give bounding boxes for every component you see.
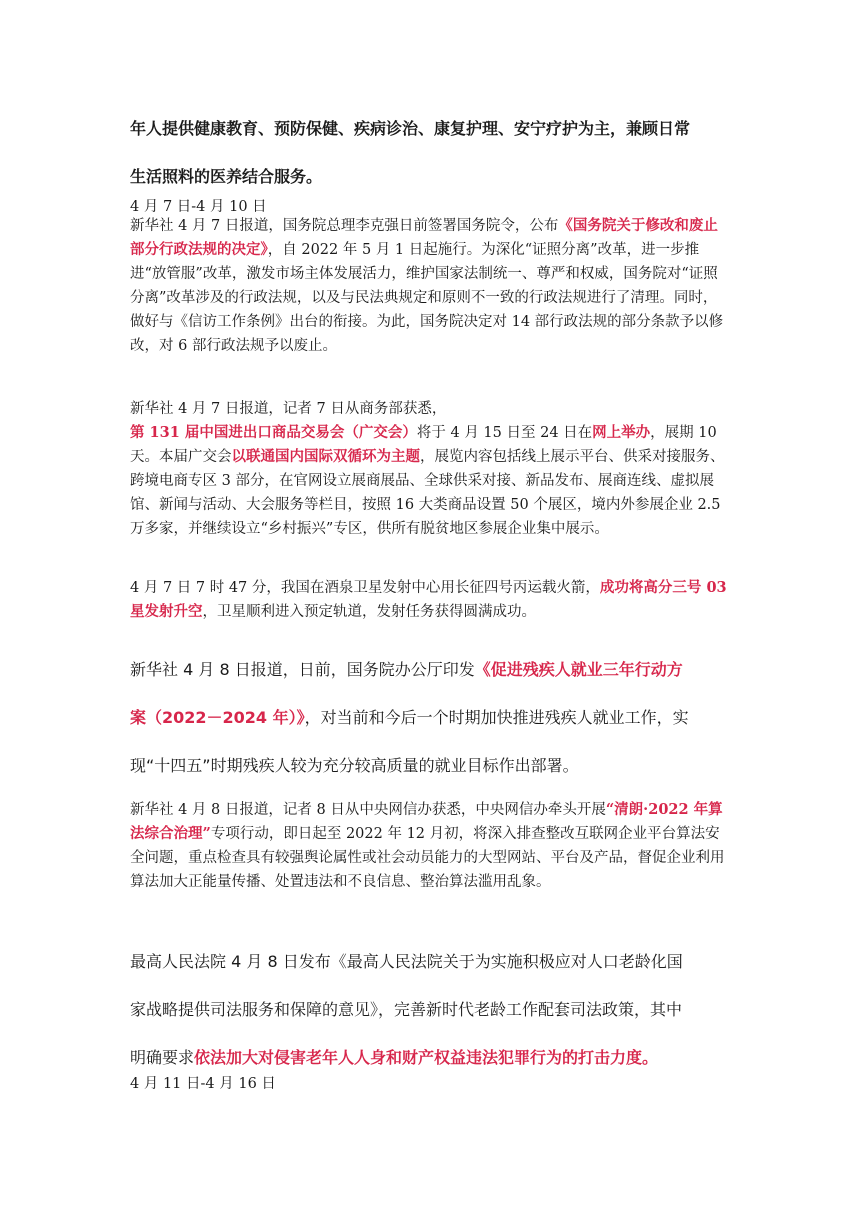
text: 4 月 7 日 7 时 47 分，我国在酒泉卫星发射中心用长征四号丙运载火箭， [130, 580, 600, 596]
highlight: 《促进残疾人就业三年行动方 [474, 660, 683, 679]
paragraph-canton-fair [130, 397, 730, 541]
text: ，自 2022 年 5 月 1 日起施行。为深化“证照分离”改革，进一步推进“放管服”改革，激发市场主体发展活力，维护国家法制统一、尊严和权威，国务院对“证照分离”改革涉及的行政法规，以及与民法典规定和原则不一致的行政法规进行了清理。同时，做好与《信访工作条例》出台的衔接。为此，国务院决定对 14 部行政法规的部分条款予以修改，对 6 部行政法规予以废止。 [130, 242, 724, 354]
paragraph-state-council-decree [130, 214, 730, 358]
highlight: 案（2022－2024 年）》 [130, 708, 305, 727]
highlight: 依法加大对侵害老年人人身和财产权益违法犯罪行为的打击力度。 [194, 1048, 659, 1067]
highlight: “清朗·2022 年算法综合治理” [130, 801, 723, 842]
date-heading-apr7-10: 4 月 7 日-4 月 10 日 [130, 199, 267, 215]
text: 新华社 4 月 8 日报道，记者 8 日从中央网信办获悉，中央网信办牵头开展 [130, 802, 606, 818]
text: ，对当前和今后一个时期加快推进残疾人就业工作，实 [304, 708, 689, 727]
paragraph-medical-care [130, 105, 730, 201]
text: 将于 4 月 15 日至 24 日在 [416, 425, 593, 441]
paragraph-supreme-court-aging [130, 938, 730, 1082]
text: 新华社 4 月 8 日报道，日前，国务院办公厅印发 [130, 660, 475, 679]
text: 生活照料的医养结合服务。 [130, 167, 323, 186]
text: ，展期 10 天。本届广交会 [130, 425, 717, 465]
text: 专项行动，即日起至 2022 年 12 月初，将深入排查整改互联网企业平台算法安全问题，重点检查具有较强舆论属性或社会动员能力的大型网站、平台及产品，督促企业利用算法加大正能量传播、处置违法和不良信息、整治算法滥用乱象。 [130, 826, 725, 890]
paragraph-satellite-launch [130, 576, 730, 624]
text: 现“十四五”时期残疾人较为充分较高质量的就业目标作出部署。 [130, 756, 579, 775]
highlight: 第 131 届中国进出口商品交易会（广交会） [130, 424, 417, 441]
text: ，卫星顺利进入预定轨道，发射任务获得圆满成功。 [202, 604, 536, 620]
date-heading-apr11-16: 4 月 11 日-4 月 16 日 [130, 1076, 276, 1092]
text: 新华社 4 月 7 日报道，记者 7 日从商务部获悉， [130, 401, 447, 417]
highlight: 成功将高分三号 03 星发射升空 [130, 579, 727, 620]
text: 最高人民法院 4 月 8 日发布《最高人民法院关于为实施积极应对人口老龄化国 [130, 952, 683, 971]
text: 年人提供健康教育、预防保健、疾病诊治、康复护理、安宁疗护为主，兼顾日常 [130, 119, 691, 138]
text: ，展览内容包括线上展示平台、供采对接服务、跨境电商专区 3 部分，在官网设立展商展品、全球供采对接、新品发布、展商连线、虚拟展馆、新闻与活动、大会服务等栏目，按照 16 大类商品设置 50 个展区，境内外参展企业 2.5 万多家，并继续设立“乡村振兴”专区，供所有脱贫地区参展企业集中展示。 [130, 449, 725, 537]
paragraph-algorithm-governance [130, 798, 730, 894]
paragraph-disability-employment [130, 646, 730, 790]
text: 新华社 4 月 7 日报道，国务院总理李克强日前签署国务院令，公布 [130, 218, 559, 234]
highlight: 网上举办 [592, 424, 651, 441]
text: 明确要求 [130, 1048, 195, 1067]
highlight: 以联通国内国际双循环为主题 [231, 448, 420, 465]
text: 家战略提供司法服务和保障的意见》，完善新时代老龄工作配套司法政策，其中 [130, 1000, 683, 1019]
highlight: 《国务院关于修改和废止部分行政法规的决定》 [130, 217, 718, 258]
